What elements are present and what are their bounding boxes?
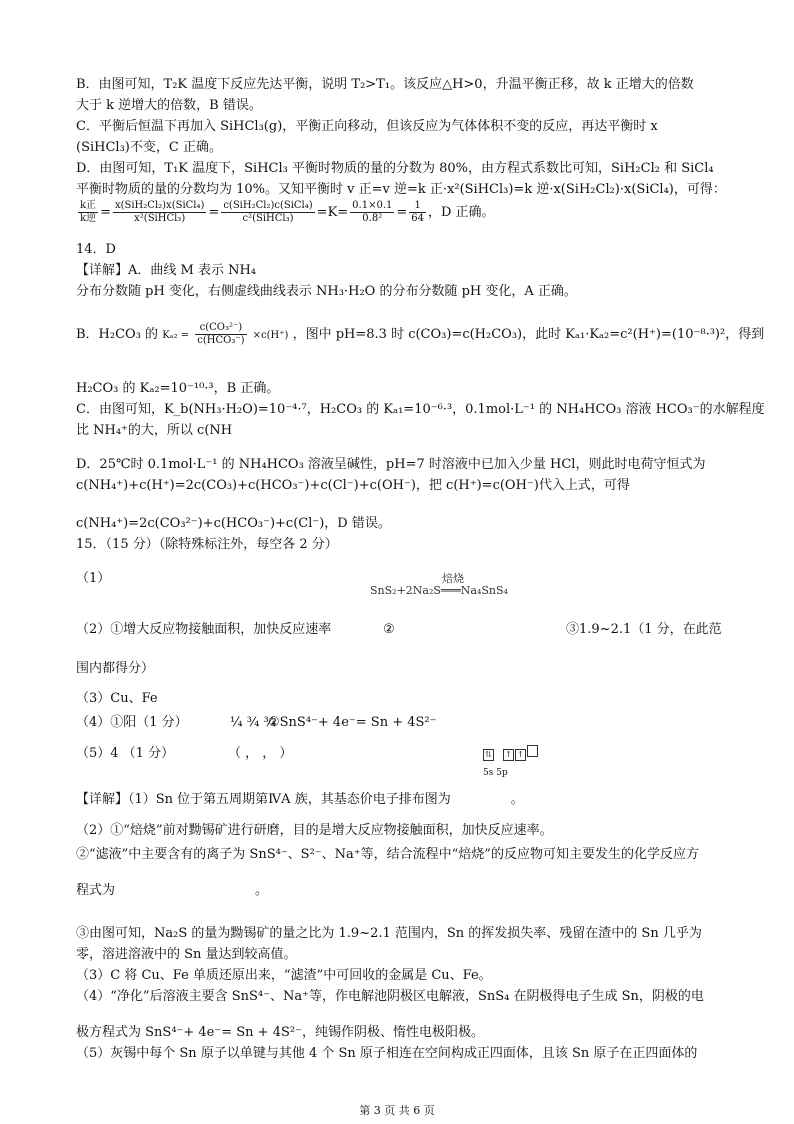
text-line: D．由图可知，T₁K 温度下，SiHCl₃ 平衡时物质的量的分数为 80%，由方程式系数比可知，SiH₂Cl₂ 和 SiCl₄: [76, 161, 714, 176]
text-line: （4）“净化”后溶液主要含 SnS⁴⁻、Na⁺等，作电解池阴极区电解液，SnS₄ 在阴极得电子生成 Sn，阴极的电: [76, 989, 704, 1004]
text-line: 【详解】A．曲线 M 表示 NH₄: [76, 263, 257, 278]
text-line: ②“滤液”中主要含有的离子为 SnS⁴⁻、S²⁻、Na⁺等，结合流程中“焙烧”的反应物可知主要发生的化学反应方: [76, 847, 699, 862]
ka2-fraction: $\frac{\text{c(CO₃²⁻)}}{\text{c(HCO₃⁻)}}$: [197, 322, 245, 346]
text-line: C．平衡后恒温下再加入 SiHCl₃(g)，平衡正向移动，但该反应为气体体积不变的反应，再达平衡时 x: [76, 119, 658, 134]
section-heading: 15．（15 分）（除特殊标注外，每空各 2 分）: [76, 537, 338, 552]
text-line: D．25℃时 0.1mol·L⁻¹ 的 NH₄HCO₃ 溶液呈碱性，pH=7 时溶液中已加入少量 HCl，则此时电荷守恒式为: [76, 457, 706, 472]
fraction-c: $\frac{\text{c(SiH₂Cl₂)c(SiCl₄)}}{\text{c²(SiHCl₃)}}$: [223, 200, 313, 224]
text-line: （2）①增大反应物接触面积，加快反应速率: [76, 622, 332, 637]
text-line: ③1.9~2.1（1 分，在此范: [566, 622, 722, 637]
text-line: （ ， ， ）: [228, 746, 293, 761]
fraction-result: $\frac{1}{64}$: [411, 200, 424, 224]
text-line-ka2: B．H₂CO₃ 的 Kₐ₂ = $\frac{\text{c(CO₃²⁻)}}{\text{c(HCO₃⁻)}}$ ×c(H⁺) ，图中 pH=8.3 时 c(CO₃)=c(H₂CO₃)，此时 Kₐ₁·Kₐ₂=c²(H⁺)=(10⁻⁸·³)²，得到: [76, 322, 765, 346]
page-footer: 第 3 页 共 6 页: [359, 1104, 435, 1117]
text-line: （3）Cu、Fe: [76, 691, 158, 706]
fraction-x: $\frac{\text{x(SiH₂Cl₂)x(SiCl₄)}}{\text{x²(SiHCl₃)}}$: [114, 200, 205, 224]
orbital-labels: 5s 5p: [483, 768, 508, 778]
text-line: (SiHCl₃)不变，C 正确。: [76, 140, 222, 155]
text-line: 零，溶进溶液中的 Sn 量达到较高值。: [76, 947, 297, 962]
text-line: 程式为 。: [76, 883, 269, 898]
text-line: （1）: [76, 571, 111, 586]
equation-d: $\frac{\text{k正}}{\text{k逆}}$ = $\frac{\text{x(SiH₂Cl₂)x(SiCl₄)}}{\text{x²(SiHCl₃)}}$ = $\frac{\text{c(SiH₂Cl₂)c(SiCl₄)}}{\text{c²(SiHCl₃)}}$ =K= $\frac{0.1\times 0.1}{\text{0.8²}}$ = $\frac{1}{64}$ ，D 正确。: [80, 200, 495, 224]
text-line: 14．D: [76, 242, 116, 257]
text-line: （4）①阳（1 分）: [76, 715, 188, 730]
text-line: 比 NH₄⁺的大，所以 c(NH: [76, 423, 233, 438]
text-line: 围内都得分）: [76, 661, 155, 676]
fraction-k: $\frac{\text{k正}}{\text{k逆}}$: [80, 200, 97, 224]
text-line: ②: [383, 622, 395, 637]
text-line: 极方程式为 SnS⁴⁻+ 4e⁻= Sn + 4S²⁻，纯锡作阴极、惰性电极阳极。: [76, 1025, 484, 1040]
text-line: C．由图可知，K_b(NH₃·H₂O)=10⁻⁴·⁷，H₂CO₃ 的 Kₐ₁=10⁻⁶·³，0.1mol·L⁻¹ 的 NH₄HCO₃ 溶液 HCO₃⁻的水解程度: [76, 402, 765, 417]
text-line: （3）C 将 Cu、Fe 单质还原出来，“滤渣”中可回收的金属是 Cu、Fe。: [76, 968, 492, 983]
text-line: 平衡时物质的量的分数均为 10%。又知平衡时 v 正=v 逆=k 正·x²(SiHCl₃)=k 逆·x(SiH₂Cl₂)·x(SiCl₄)，可得：: [76, 182, 726, 197]
orbital-diagram: ⇅ ↑ ↑: [483, 745, 539, 761]
reaction-condition: 焙烧: [442, 572, 464, 585]
text-line: ②SnS⁴⁻+ 4e⁻= Sn + 4S²⁻: [268, 715, 437, 730]
text-line: c(NH₄⁺)=2c(CO₃²⁻)+c(HCO₃⁻)+c(Cl⁻)，D 错误。: [76, 516, 391, 531]
text-line: 分布分数随 pH 变化，右侧虚线曲线表示 NH₃·H₂O 的分布分数随 pH 变化，A 正确。: [76, 284, 577, 299]
coordinates: ¼ ¾ ¾: [230, 715, 277, 730]
reaction-equation: SnS₂+2Na₂S═══Na₄SnS₄: [370, 584, 508, 597]
text-line: 【详解】（1）Sn 位于第五周期第ⅣA 族，其基态价电子排布图为 。: [76, 792, 524, 807]
text-line: （2）①“焙烧”前对黝锡矿进行研磨，目的是增大反应物接触面积，加快反应速率。: [76, 823, 553, 838]
text-line: （5）4 （1 分）: [76, 746, 175, 761]
text-line: B．由图可知，T₂K 温度下反应先达平衡，说明 T₂>T₁。该反应△H>0，升温平衡正移，故 k 正增大的倍数: [76, 77, 694, 92]
text-line: （5）灰锡中每个 Sn 原子以单键与其他 4 个 Sn 原子相连在空间构成正四面体，且该 Sn 原子在正四面体的: [76, 1046, 698, 1061]
fraction-num: $\frac{0.1\times 0.1}{\text{0.8²}}$: [352, 200, 393, 224]
text-line: ③由图可知，Na₂S 的量为黝锡矿的量之比为 1.9~2.1 范围内，Sn 的挥发损失率、残留在渣中的 Sn 几乎为: [76, 926, 702, 941]
text-line: 大于 k 逆增大的倍数，B 错误。: [76, 98, 262, 113]
text-line: c(NH₄⁺)+c(H⁺)=2c(CO₃)+c(HCO₃⁻)+c(Cl⁻)+c(OH⁻)，把 c(H⁺)=c(OH⁻)代入上式，可得: [76, 478, 630, 493]
text-line: H₂CO₃ 的 Kₐ₂=10⁻¹⁰·³，B 正确。: [76, 381, 280, 396]
